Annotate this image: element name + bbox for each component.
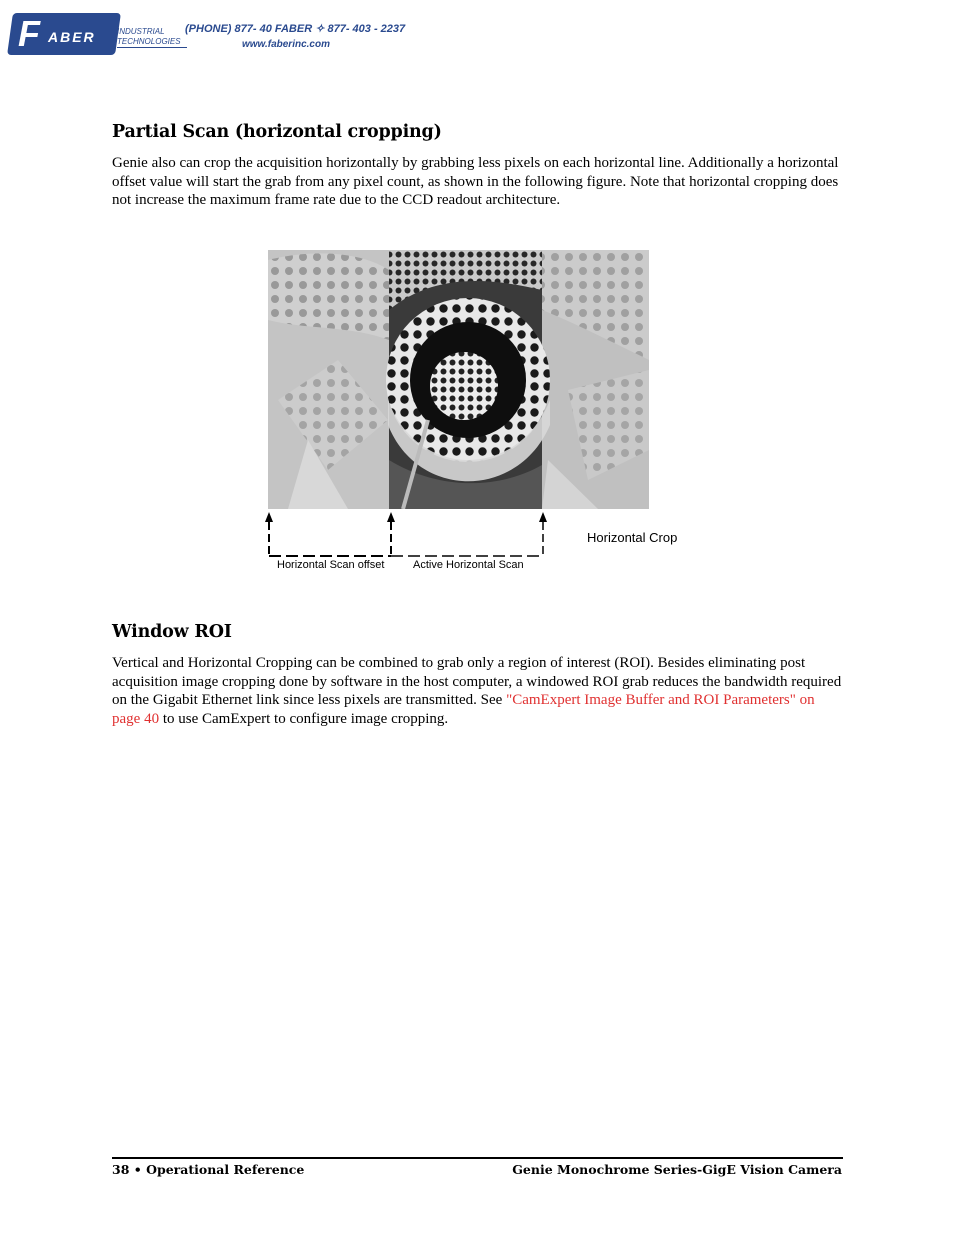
company-logo bbox=[10, 13, 406, 59]
figure-label-horizontal-crop: Horizontal Crop bbox=[587, 530, 678, 545]
camexpert-roi-link[interactable]: "CamExpert Image Buffer and ROI Parameters" on page 40 bbox=[112, 692, 815, 727]
micrograph-illustration bbox=[268, 250, 649, 509]
figure-label-scan-offset: Horizontal Scan offset bbox=[277, 559, 385, 571]
offset-start-arrow bbox=[265, 512, 273, 522]
logo-subtitle bbox=[117, 27, 181, 47]
scan-region-markers bbox=[260, 510, 560, 562]
logo-word: ABER bbox=[48, 29, 96, 45]
header-phone: (PHONE) 877- 40 FABER ✧ 877- 403 - 2237 bbox=[185, 23, 406, 35]
header-website[interactable]: www.faberinc.com bbox=[242, 39, 330, 50]
footer-document-title: Genie Monochrome Series-GigE Vision Camera bbox=[512, 1162, 842, 1177]
section-body-window-roi bbox=[112, 654, 842, 728]
section-body-partial-scan: Genie also can crop the acquisition horizontally by grabbing less pixels on each horizontal line. Additionally a horizontal offset value will start the grab from any pixel count, as shown in the following figure. Note that horizontal cropping does not increase the maximum frame rate due to the CCD readout architecture. bbox=[112, 155, 839, 208]
logo-divider bbox=[117, 47, 187, 48]
horizontal-crop-figure-image bbox=[268, 250, 649, 509]
logo-subtitle-line2: TECHNOLOGIES bbox=[117, 37, 181, 46]
footer-rule bbox=[112, 1157, 843, 1159]
figure-label-active-scan: Active Horizontal Scan bbox=[413, 559, 524, 571]
section-title-window-roi: Window ROI bbox=[112, 622, 232, 642]
logo-subtitle-line1: INDUSTRIAL bbox=[117, 27, 165, 36]
roi-body-start: Vertical and Horizontal Cropping can be combined to grab only a region of interest (ROI). Besides eliminating post acquisition image cropping done by software in the host computer, a windowed ROI grab reduces the bandwidth required on the Gigabit Ethernet link since less pixels are transmitted. See bbox=[112, 655, 842, 708]
logo-letter: F bbox=[18, 13, 40, 54]
active-start-arrow bbox=[387, 512, 395, 522]
section-title-partial-scan: Partial Scan (horizontal cropping) bbox=[112, 122, 442, 142]
roi-body-end: to use CamExpert to configure image cropping. bbox=[159, 710, 449, 727]
active-end-arrow bbox=[539, 512, 547, 522]
footer-page-section: 38 • Operational Reference bbox=[112, 1162, 305, 1177]
